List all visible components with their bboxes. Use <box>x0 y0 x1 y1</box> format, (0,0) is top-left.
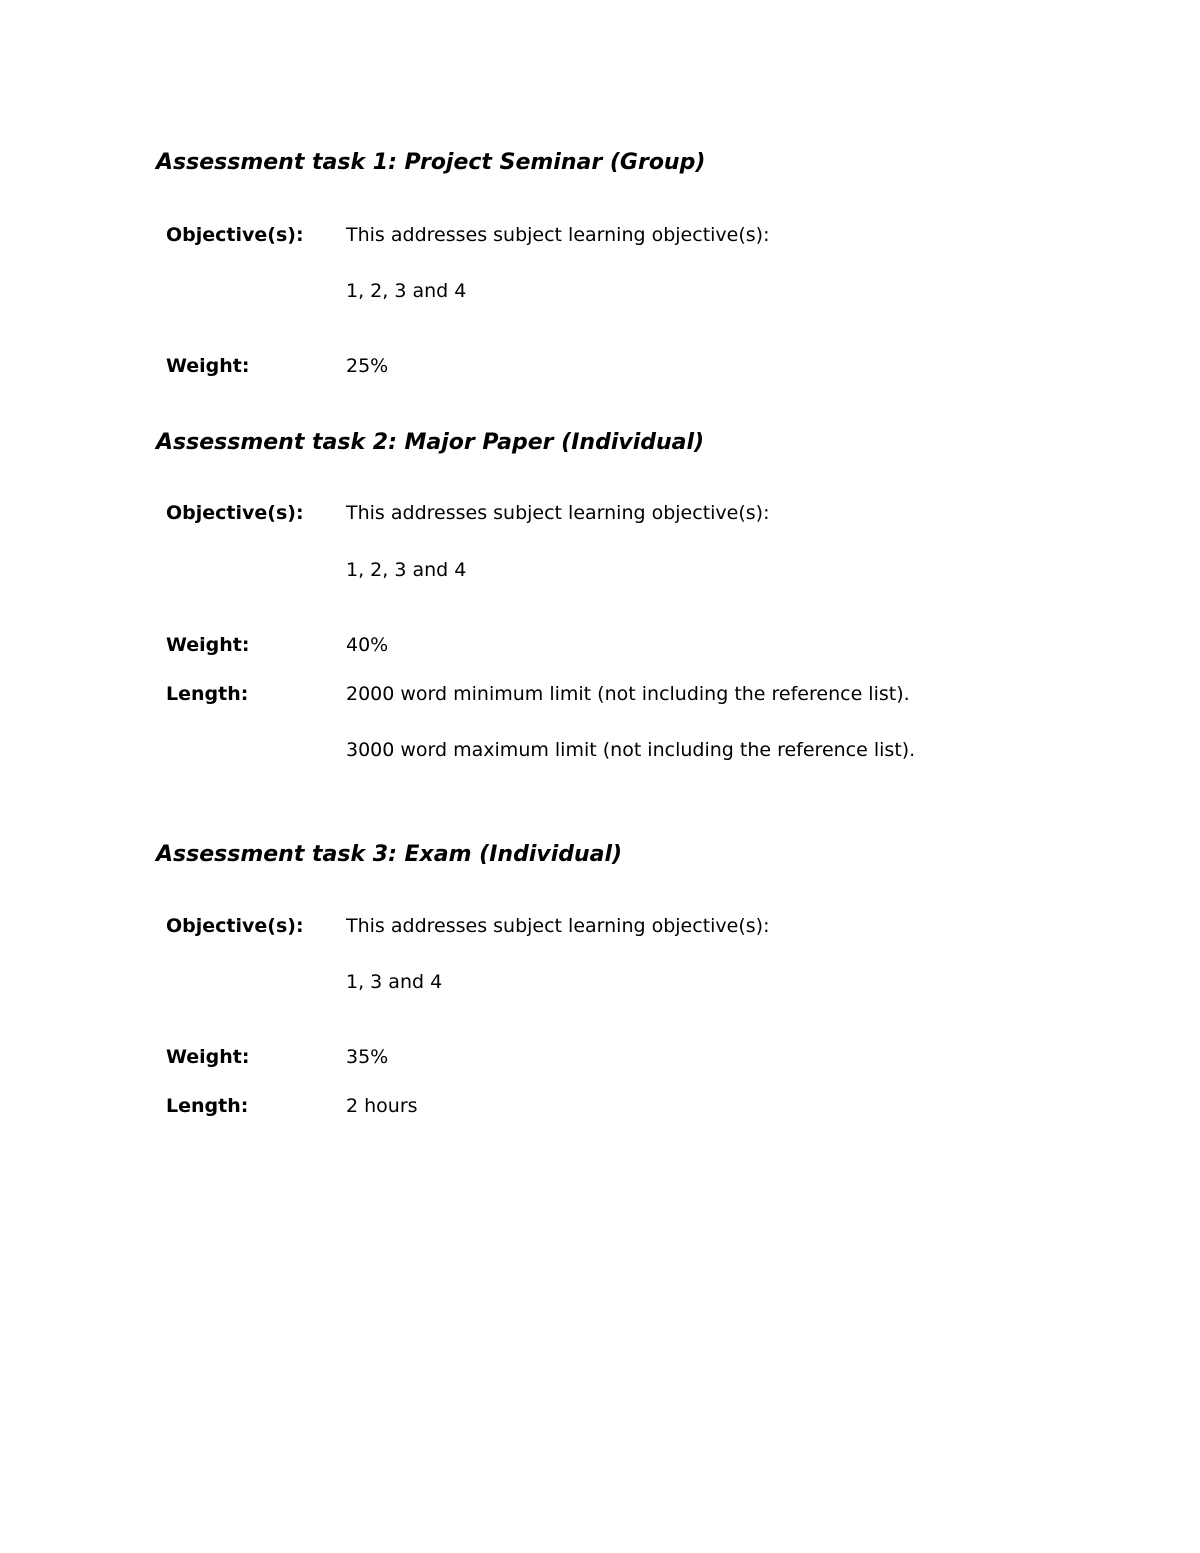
weight-value: 35% <box>346 1046 389 1068</box>
objective-numbers: 1, 3 and 4 <box>346 971 443 993</box>
objective-label: Objective(s): <box>166 915 304 937</box>
weight-label: Weight: <box>166 355 250 377</box>
task-title: Assessment task 3: Exam (Individual) <box>156 842 623 867</box>
objective-label: Objective(s): <box>166 224 304 246</box>
weight-value: 25% <box>346 355 389 377</box>
objective-label: Objective(s): <box>166 502 304 524</box>
weight-label: Weight: <box>166 634 250 656</box>
weight-label: Weight: <box>166 1046 250 1068</box>
length-line: 2 hours <box>346 1095 418 1117</box>
task-title: Assessment task 1: Project Seminar (Group) <box>156 150 706 175</box>
length-line: 2000 word minimum limit (not including the reference list). <box>346 683 910 705</box>
objective-text: This addresses subject learning objective(s): <box>346 502 770 524</box>
weight-value: 40% <box>346 634 389 656</box>
objective-numbers: 1, 2, 3 and 4 <box>346 280 467 302</box>
length-line: 3000 word maximum limit (not including the reference list). <box>346 739 916 761</box>
objective-numbers: 1, 2, 3 and 4 <box>346 559 467 581</box>
task-title: Assessment task 2: Major Paper (Individual) <box>156 430 705 455</box>
length-label: Length: <box>166 1095 249 1117</box>
objective-text: This addresses subject learning objective(s): <box>346 224 770 246</box>
objective-text: This addresses subject learning objective(s): <box>346 915 770 937</box>
length-label: Length: <box>166 683 249 705</box>
